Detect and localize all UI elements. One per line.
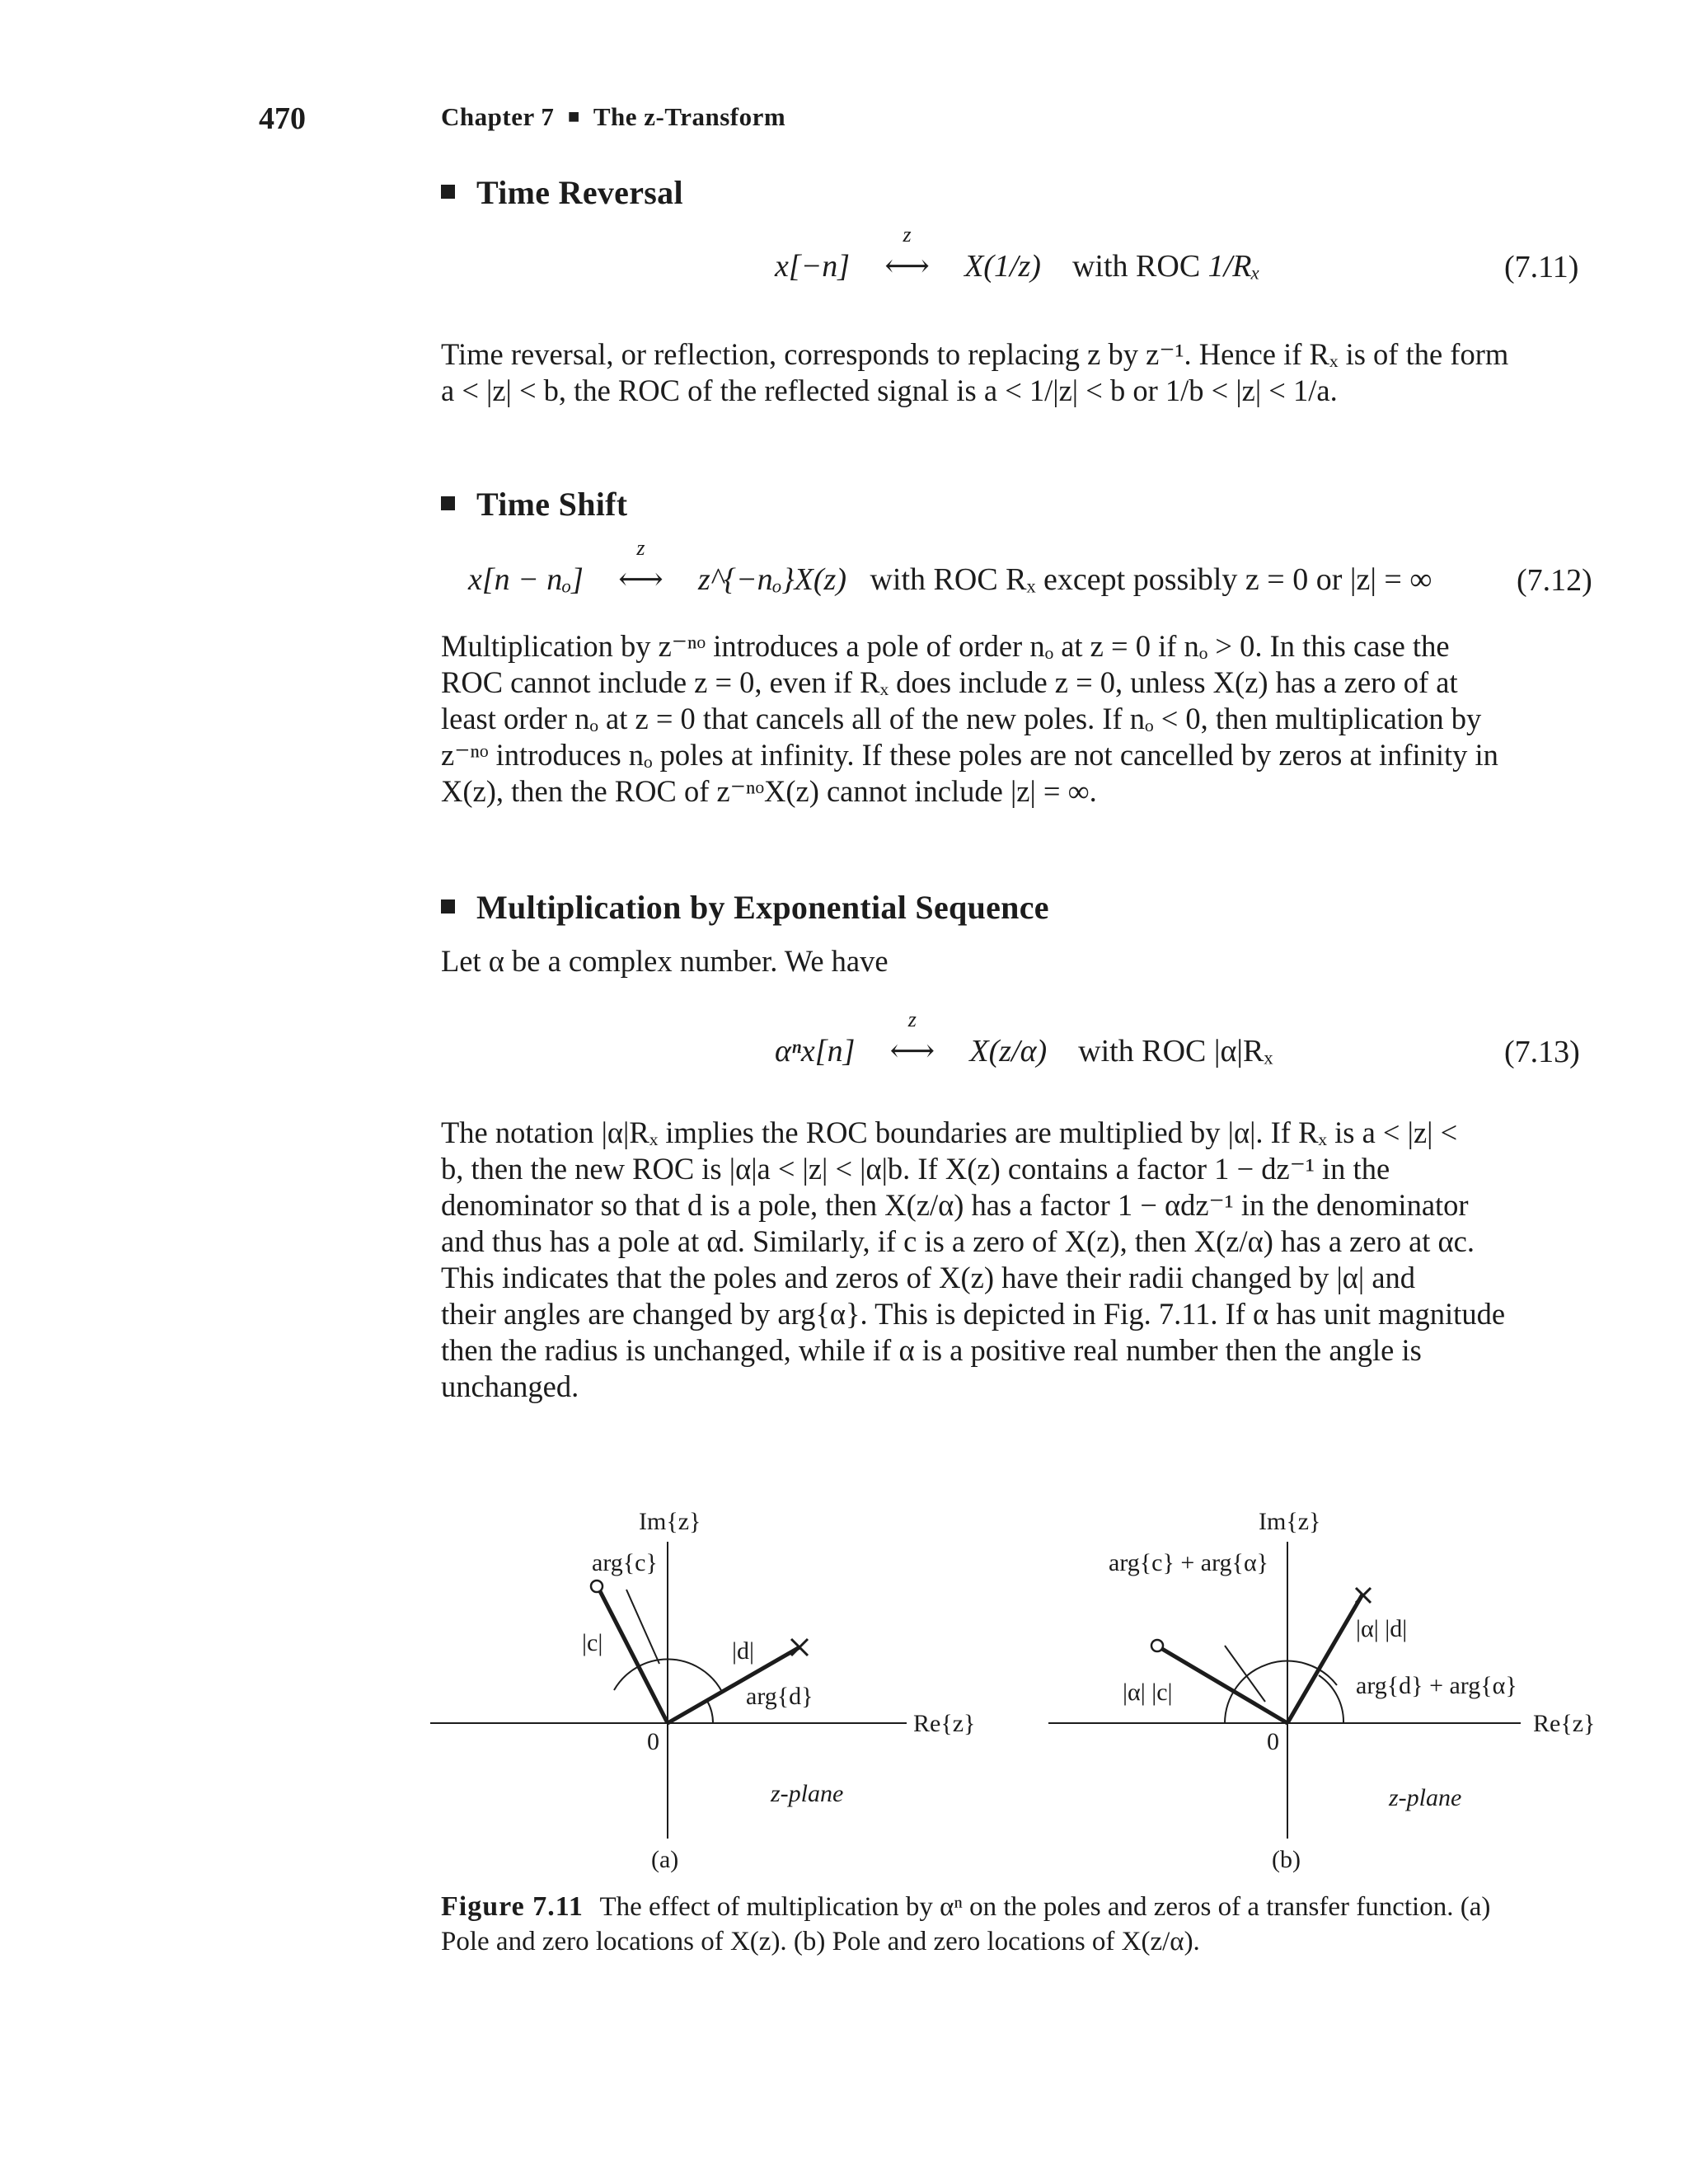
- z-transform-arrow-icon: z ⟷: [884, 223, 930, 284]
- text-line: their angles are changed by arg{α}. This is depicted in Fig. 7.11. If α has unit magnitude: [441, 1297, 1506, 1331]
- plane-label: z-plane: [1389, 1784, 1462, 1811]
- page-number: 470: [259, 101, 306, 136]
- equation-roc-text: with ROC: [1071, 249, 1201, 284]
- zero-angle-label: arg{c} + arg{α}: [1109, 1549, 1269, 1576]
- pole-magnitude-label: |α| |d|: [1356, 1615, 1408, 1642]
- zero-marker-icon: [1151, 1640, 1163, 1651]
- pole-angle-arc: [707, 1701, 713, 1723]
- z-transform-arrow-icon: z ⟷: [618, 536, 663, 597]
- panel-label: (b): [1272, 1846, 1301, 1873]
- zero-magnitude-label: |c|: [582, 1629, 603, 1656]
- figure-panel-a-labels: [582, 1508, 975, 1873]
- equation-number: (7.13): [1504, 1035, 1580, 1069]
- text-line: least order nₒ at z = 0 that cancels all of the new poles. If nₒ < 0, then multiplication by: [441, 702, 1482, 735]
- text-line: and thus has a pole at αd. Similarly, if c is a zero of X(z), then X(z/α) has a zero at αc.: [441, 1224, 1475, 1258]
- caption-line: The effect of multiplication by αⁿ on the poles and zeros of a transfer function. (a): [599, 1892, 1491, 1922]
- im-axis-label: Im{z}: [1259, 1508, 1321, 1535]
- text-line: z⁻ⁿᵒ introduces nₒ poles at infinity. If these poles are not cancelled by zeros at infinity in: [441, 738, 1498, 772]
- equation-roc-text: with ROC Rₓ except possibly z = 0 or |z| = ∞: [870, 562, 1432, 597]
- text-line: denominator so that d is a pole, then X(z/α) has a factor 1 − αdz⁻¹ in the denominator: [441, 1188, 1469, 1222]
- caption-line: Pole and zero locations of X(z). (b) Pole and zero locations of X(z/α).: [441, 1927, 1200, 1956]
- figure-caption: [441, 1890, 1603, 1959]
- text-line: ROC cannot include z = 0, even if Rₓ does include z = 0, unless X(z) has a zero of at: [441, 665, 1458, 699]
- text-line: X(z), then the ROC of z⁻ⁿᵒX(z) cannot include |z| = ∞.: [441, 774, 1097, 808]
- text-line: unchanged.: [441, 1369, 579, 1403]
- equation-lhs: αⁿx[n]: [775, 1034, 856, 1069]
- text-line: This indicates that the poles and zeros of X(z) have their radii changed by |α| and: [441, 1261, 1416, 1294]
- z-transform-arrow-icon: z ⟷: [889, 1007, 935, 1069]
- origin-label: 0: [1267, 1728, 1279, 1755]
- re-axis-label: Re{z}: [1533, 1710, 1596, 1737]
- zero-vector: [600, 1591, 668, 1723]
- chapter-label: Chapter 7: [441, 102, 555, 131]
- equation-number: (7.12): [1517, 563, 1592, 598]
- pole-angle-label: arg{d}: [746, 1683, 814, 1710]
- text-line: The notation |α|Rₓ implies the ROC boundaries are multiplied by |α|. If Rₓ is a < |z| <: [441, 1115, 1458, 1149]
- equation-rhs: z^{−nₒ}X(z): [697, 562, 846, 597]
- text-line: b, then the new ROC is |α|a < |z| < |α|b. If X(z) contains a factor 1 − dz⁻¹ in the: [441, 1152, 1390, 1186]
- equation-lhs: x[−n]: [775, 249, 851, 284]
- equation-rhs: X(1/z): [964, 249, 1041, 284]
- equation-lhs: x[n − nₒ]: [468, 562, 584, 597]
- pole-vector: [1287, 1595, 1362, 1723]
- text-line: then the radius is unchanged, while if α is a positive real number then the angle is: [441, 1333, 1422, 1367]
- pole-marker-icon: [791, 1639, 808, 1656]
- re-axis-label: Re{z}: [913, 1710, 976, 1737]
- im-axis-label: Im{z}: [639, 1508, 701, 1535]
- zero-angle-label: arg{c}: [592, 1549, 658, 1576]
- figure-panel-b-labels: [1109, 1508, 1595, 1873]
- pole-angle-label: arg{d} + arg{α}: [1356, 1672, 1517, 1699]
- pole-marker-icon: [1356, 1588, 1371, 1603]
- section-heading-time-reversal: Time Reversal: [441, 173, 683, 212]
- figure-caption-lead: Figure 7.11: [441, 1891, 584, 1922]
- equation-rhs: X(z/α): [969, 1034, 1048, 1069]
- section-heading-multiplication: Multiplication by Exponential Sequence: [441, 888, 1049, 927]
- zero-marker-icon: [591, 1580, 603, 1592]
- zero-angle-leader: [1225, 1646, 1265, 1702]
- panel-label: (a): [651, 1846, 679, 1873]
- pole-magnitude-label: |d|: [732, 1637, 755, 1665]
- section-heading-time-shift: Time Shift: [441, 485, 627, 524]
- paragraph-intro: Let α be a complex number. We have: [441, 944, 889, 978]
- text-line: a < |z| < b, the ROC of the reflected signal is a < 1/|z| < b or 1/b < |z| < 1/a.: [441, 373, 1338, 407]
- equation-roc: 1/Rₓ: [1207, 249, 1261, 284]
- origin-label: 0: [647, 1728, 659, 1755]
- text-line: Time reversal, or reflection, corresponds to replacing z by z⁻¹. Hence if Rₓ is of the form: [441, 337, 1509, 371]
- header-separator: ■: [567, 106, 580, 128]
- chapter-title: The z-Transform: [593, 102, 786, 131]
- equation-roc-text: with ROC |α|Rₓ: [1078, 1034, 1273, 1069]
- zero-vector: [1162, 1649, 1287, 1723]
- pole-angle-arc: [1319, 1675, 1343, 1723]
- text-line: Multiplication by z⁻ⁿᵒ introduces a pole of order nₒ at z = 0 if nₒ > 0. In this case the: [441, 629, 1450, 663]
- plane-label: z-plane: [771, 1780, 844, 1807]
- zero-magnitude-label: |α| |c|: [1123, 1679, 1173, 1706]
- equation-number: (7.11): [1504, 250, 1579, 284]
